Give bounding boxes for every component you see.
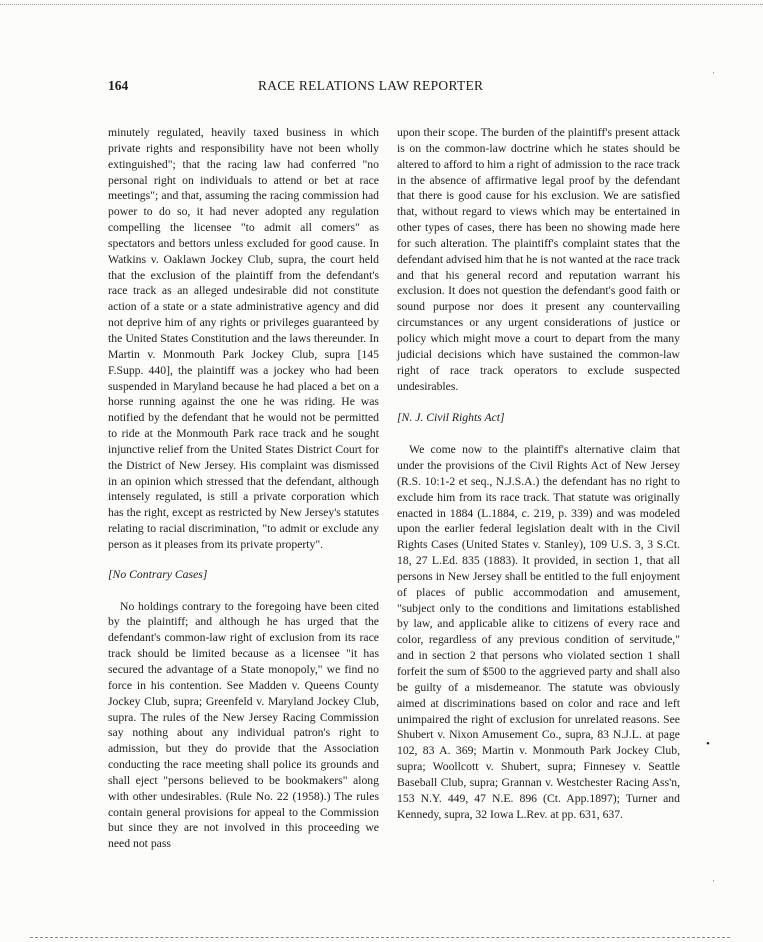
page-number: 164: [108, 78, 129, 93]
scan-edge-bottom: [30, 937, 730, 938]
scan-speck: ⋅: [712, 876, 716, 886]
left-paragraph-1: minutely regulated, heavily taxed business in which private rights and responsibility have not been wholly extinguished"; that the racing law had conferred "no personal right on individuals to attend or bet at race meetings"; and that, assuming the racing commission had power to do so, it had never adopted any regulation compelling the licensee "to admit all comers" as spectators and bettors unless excluded for good cause. In Watkins v. Oaklawn Jockey Club, supra, the court held that the exclusion of the plaintiff from the defendant's race track as an alleged undesirable did not constitute action of a state or a state administrative agency and did not deprive him of any rights or privileges guaranteed by the United States Constitution and the laws thereunder. In Martin v. Monmouth Park Jockey Club, supra [145 F.Supp. 440], the plaintiff was a jockey who had been suspended in Maryland because he had placed a bet on a horse running against the one he was riding. He was notified by the defendant that he would not be permitted to ride at the Monmouth Park race track and he sought injunctive relief from the United States District Court for the District of New Jersey. His complaint was dismissed in an opinion which stressed that the defendant, although intensely regulated, is still a private corporation which has the right, except as restricted by New Jersey's statutes relating to racial discrimination, "to admit or exclude any person as it pleases from its private property".: [108, 126, 379, 551]
running-title: RACE RELATIONS LAW REPORTER: [258, 78, 484, 93]
left-paragraph-2: No holdings contrary to the foregoing have been cited by the plaintiff; and although he has urged that the defendant's common-law right of exclusion from its race track should be limited because as a licensee "it has secured the advantage of a State monopoly," we find no force in his contention. See Madden v. Queens County Jockey Club, supra; Greenfeld v. Maryland Jockey Club, supra. The rules of the New Jersey Racing Commission say nothing about any individual patron's right to admission, but they do provide that the Association conducting the race meeting shall police its grounds and shall eject "persons believed to be bookmakers" along with other undesirables. (Rule No. 22 (1958).) The rules contain general provisions for appeal to the Commission but since they are not involved in this proceeding we need not pass: [108, 599, 379, 851]
section-heading-civil-rights-act: [N. J. Civil Rights Act]: [397, 411, 505, 425]
right-paragraph-1: upon their scope. The burden of the plaintiff's present attack is on the common-law doctrine which he states should be altered to afford to him a right of admission to the race track in the absence of affirmative legal proof by the defendant that there is good cause for his exclusion. We are satisfied that, without regard to views which may be entertained in other types of cases, there has been no showing made here for such alteration. The plaintiff's complaint states that the defendant advised him that he is not wanted at the race track and that his general record and reputation warrant his exclusion. It does not question the defendant's good faith or sound purpose nor does it present any countervailing circumstances or any urgent considerations of justice or policy which might move a court to depart from the many judicial decisions which have sustained the common-law right of race track operators to exclude suspected undesirables.: [397, 126, 680, 393]
right-column: [397, 125, 680, 822]
left-column: [108, 125, 379, 852]
page-header: [0, 78, 763, 98]
scan-speck: ⋅: [712, 68, 716, 78]
scan-speck: •: [706, 738, 710, 750]
section-heading-no-contrary-cases: [No Contrary Cases]: [108, 567, 208, 581]
scan-edge-top: [0, 4, 763, 5]
right-paragraph-2: We come now to the plaintiff's alternative claim that under the provisions of the Civil Rights Act of New Jersey (R.S. 10:1-2 et seq., N.J.S.A.) the defendant has no right to exclude him from its race track. That statute was originally enacted in 1884 (L.1884, c. 219, p. 339) and was modeled upon the earlier federal legislation dealt with in the Civil Rights Cases (United States v. Stanley), 109 U.S. 3, 3 S.Ct. 18, 27 L.Ed. 835 (1883). It provided, in section 1, that all persons in New Jersey shall be entitled to the full enjoyment of places of public accommodation and amusement, "subject only to the conditions and limitations established by law, and applicable alike to citizens of every race and color, regardless of any previous condition of servitude," and in section 2 that persons who violated section 1 shall forfeit the sum of $500 to the aggrieved party and shall also be guilty of a misdemeanor. The statute was obviously aimed at discriminations based on color and race and left unimpaired the right of exclusion for unrelated reasons. See Shubert v. Nixon Amusement Co., supra, 83 N.J.L. at page 102, 83 A. 369; Martin v. Monmouth Park Jockey Club, supra; Woollcott v. Shubert, supra; Finnesey v. Seattle Baseball Club, supra; Grannan v. Westchester Racing Ass'n, 153 N.Y. 449, 47 N.E. 896 (Ct. App.1897); Turner and Kennedy, supra, 32 Iowa L.Rev. at pp. 631, 637.: [397, 443, 680, 821]
